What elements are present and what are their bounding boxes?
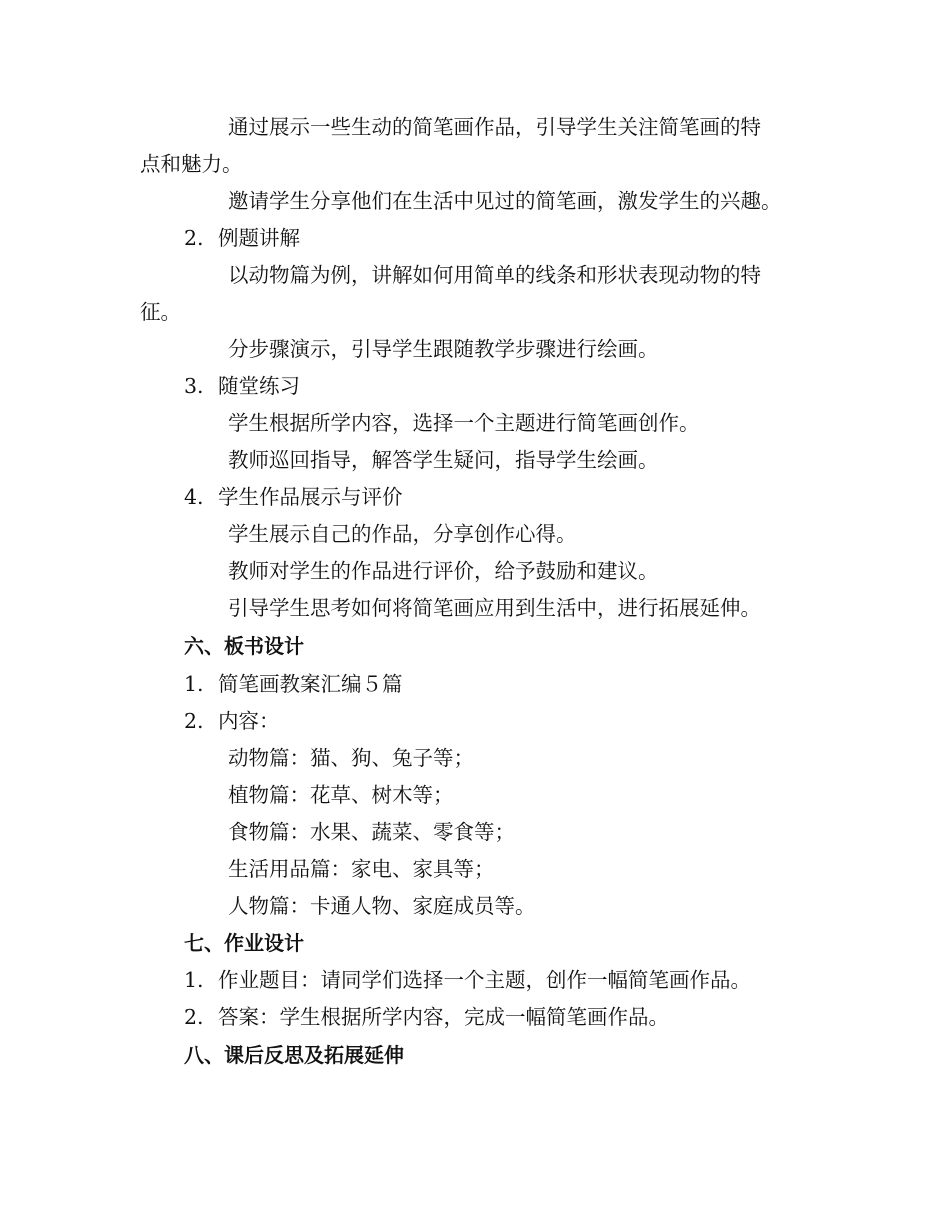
- paragraph-line: 点和魅力。: [140, 152, 243, 176]
- list-item: [184, 225, 300, 251]
- sub-item: 生活用品篇：家电、家具等；: [228, 857, 495, 881]
- list-item-title: 随堂练习: [218, 374, 300, 398]
- list-item: [184, 373, 300, 399]
- list-number: 1.: [184, 672, 204, 696]
- list-item-text: 内容：: [218, 709, 280, 733]
- list-item-text: 简笔画教案汇编５篇: [218, 672, 403, 696]
- list-item: [184, 967, 751, 993]
- list-number: 2.: [184, 709, 204, 733]
- paragraph-line: 学生展示自己的作品，分享创作心得。: [228, 522, 577, 546]
- sub-item: 动物篇：猫、狗、兔子等；: [228, 746, 474, 770]
- paragraph-line: 引导学生思考如何将简笔画应用到生活中，进行拓展延伸。: [228, 596, 761, 620]
- list-item: [184, 484, 403, 510]
- sub-item: 植物篇：花草、树木等；: [228, 783, 454, 807]
- list-number: 1.: [184, 968, 204, 992]
- list-number: 2.: [184, 226, 204, 250]
- list-item: [184, 1004, 669, 1030]
- paragraph-line: 教师对学生的作品进行评价，给予鼓励和建议。: [228, 559, 659, 583]
- list-item-text: 作业题目：请同学们选择一个主题，创作一幅简笔画作品。: [218, 968, 751, 992]
- paragraph-line: 分步骤演示，引导学生跟随教学步骤进行绘画。: [228, 337, 659, 361]
- list-item-title: 学生作品展示与评价: [218, 485, 403, 509]
- paragraph-line: 学生根据所学内容，选择一个主题进行简笔画创作。: [228, 411, 700, 435]
- paragraph-line: 以动物篇为例，讲解如何用简单的线条和形状表现动物的特: [228, 263, 761, 287]
- section-heading: 七、作业设计: [184, 931, 304, 955]
- sub-item: 食物篇：水果、蔬菜、零食等；: [228, 820, 515, 844]
- list-number: 2.: [184, 1005, 204, 1029]
- paragraph-line: 教师巡回指导，解答学生疑问，指导学生绘画。: [228, 448, 659, 472]
- paragraph-line: 通过展示一些生动的简笔画作品，引导学生关注简笔画的特: [228, 115, 761, 139]
- list-item-text: 答案：学生根据所学内容，完成一幅简笔画作品。: [218, 1005, 669, 1029]
- section-heading: 八、课后反思及拓展延伸: [184, 1043, 404, 1067]
- paragraph-line: 征。: [140, 300, 181, 324]
- sub-item: 人物篇：卡通人物、家庭成员等。: [228, 894, 536, 918]
- list-number: 3.: [184, 374, 204, 398]
- section-heading: 六、板书设计: [184, 634, 304, 658]
- list-number: 4.: [184, 485, 204, 509]
- list-item-title: 例题讲解: [218, 226, 300, 250]
- paragraph-line: 邀请学生分享他们在生活中见过的简笔画，激发学生的兴趣。: [228, 189, 782, 213]
- list-item: [184, 671, 403, 697]
- list-item: [184, 708, 280, 734]
